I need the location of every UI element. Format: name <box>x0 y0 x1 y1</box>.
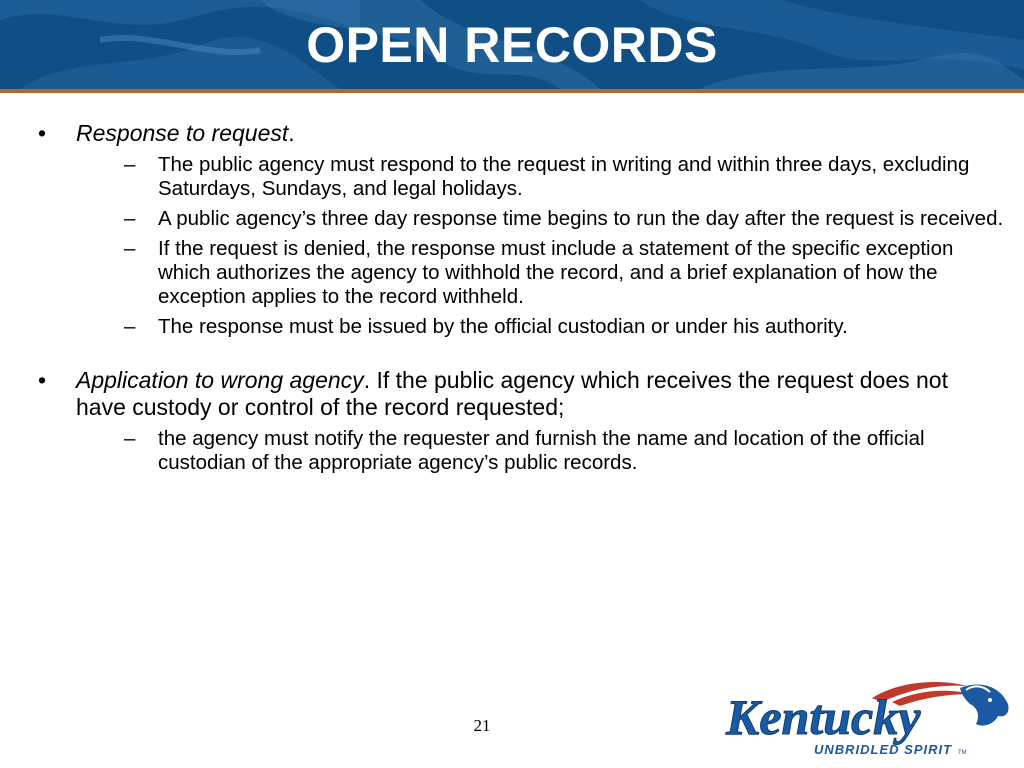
page-number: 21 <box>473 716 491 735</box>
title-bar <box>0 0 1024 89</box>
dash-mark: – <box>124 153 136 176</box>
dash-mark: – <box>124 207 136 230</box>
sub-item <box>76 315 1004 339</box>
dash-mark: – <box>124 427 136 450</box>
header-divider <box>0 89 1024 93</box>
sub-item <box>76 427 1004 475</box>
bullet-mark: • <box>38 367 47 393</box>
logo-horse-head <box>960 685 1009 726</box>
dash-mark: – <box>124 237 136 260</box>
dash-mark: – <box>124 315 136 338</box>
sub-item-text: The response must be issued by the official custodian or under his authority. <box>158 315 848 338</box>
sub-item-text: The public agency must respond to the request in writing and within three days, excluding Saturdays, Sundays, and legal holidays. <box>158 153 970 200</box>
sub-item <box>76 237 1004 309</box>
sub-item <box>76 207 1004 231</box>
bullet-heading: Application to wrong agency <box>76 367 364 393</box>
bullet-text <box>76 367 948 420</box>
bullet-response-to-request <box>38 120 1004 339</box>
bullet-text <box>76 120 295 146</box>
bullet-mark: • <box>38 120 47 146</box>
sub-item-text: the agency must notify the requester and furnish the name and location of the official custodian of the appropriate agency’s public records. <box>158 427 925 474</box>
bullet-body: . If the public agency which receives the request does not have custody or control of the record requested; <box>76 367 948 420</box>
slide-body <box>38 120 1004 481</box>
bullet-heading: Response to request <box>76 120 289 146</box>
bullet-body: . <box>288 120 295 146</box>
logo-trademark: TM <box>958 750 967 756</box>
kentucky-unbridled-spirit-logo <box>722 676 1014 760</box>
slide-title: OPEN RECORDS <box>306 17 718 73</box>
sub-item-text: A public agency’s three day response time begins to run the day after the request is received. <box>158 207 1004 230</box>
sub-list <box>76 153 1004 339</box>
sub-item <box>76 153 1004 201</box>
sub-list <box>76 427 1004 475</box>
bullet-application-to-wrong-agency <box>38 367 1004 475</box>
logo-wordmark: Kentucky <box>726 689 921 745</box>
sub-item-text: If the request is denied, the response must include a statement of the specific exception which authorizes the agency to withhold the record, and a brief explanation of how the exception applies to the record withheld. <box>158 237 954 308</box>
logo-tagline: UNBRIDLED SPIRIT <box>814 742 953 757</box>
